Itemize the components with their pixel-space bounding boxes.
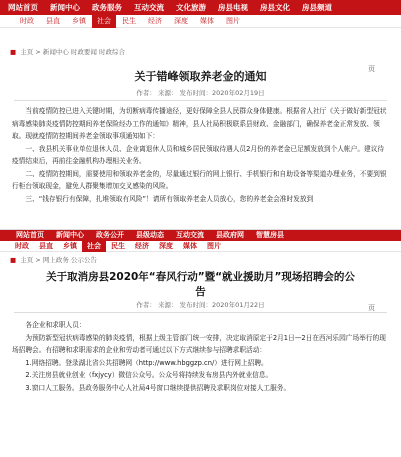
breadcrumb-text[interactable]: 主页 > 新闻中心 时政要闻 时政综合 — [20, 48, 125, 56]
sub-nav-item[interactable]: 经济 — [135, 241, 149, 250]
sub-nav-item[interactable]: 县直 — [46, 16, 60, 25]
nav-item[interactable]: 房县频道 — [302, 3, 332, 12]
sub-nav-item[interactable]: 民生 — [111, 241, 125, 250]
page-button[interactable]: 页 — [368, 304, 375, 312]
article-body — [0, 319, 401, 394]
nav-item[interactable]: 房县文化 — [260, 3, 290, 12]
paragraph: 当前疫情防控已进入关键时期，为切断病毒传播途径，更好保障全县人民群众身体健康。根据省人社厅《关于做好新型冠状病毒感染肺炎疫情防控期间养老保险经办工作的通知》精神，县人社局积极联系县财政、金融部门，确保养老金正常发放、领取。现就疫情防控期间养老金领取事项通知如下： — [12, 107, 387, 140]
sub-nav — [0, 241, 401, 252]
sub-nav-item[interactable]: 县直 — [39, 241, 53, 250]
article-body — [0, 105, 401, 205]
paragraph: 二、疫情防控期间，需要使用和领取养老金的，尽量通过银行的网上银行、手机银行和自助设备等渠道办理业务，不要到银行柜台领取现金，避免人群聚集增加交叉感染的风险。 — [12, 169, 387, 190]
nav-item[interactable]: 政务服务 — [92, 3, 122, 12]
sub-nav-item-active[interactable]: 社会 — [92, 15, 116, 28]
sub-nav-item[interactable]: 时政 — [20, 16, 34, 25]
nav-item[interactable]: 智慧房县 — [256, 231, 284, 239]
nav-item[interactable]: 房县电视 — [218, 3, 248, 12]
nav-item[interactable]: 县政府网 — [216, 231, 244, 239]
article-title: 关于取消房县2020年“春风行动”暨“就业援助月”现场招聘会的公 — [46, 271, 355, 283]
page-button[interactable]: 页 — [368, 65, 375, 73]
article-meta: 作者： 来源： 发布时间：2020年02月19日 — [14, 86, 387, 101]
breadcrumb — [0, 254, 401, 266]
home-icon: ■ — [10, 48, 17, 56]
sub-nav — [0, 15, 401, 28]
nav-item[interactable]: 网站首页 — [16, 231, 44, 239]
article-title-continued: 告 — [195, 286, 206, 298]
paragraph: 3.窗口人工服务。县政务服务中心人社局4号窗口继续提供招聘及求职岗位对接人工服务。 — [25, 383, 291, 392]
nav-item[interactable]: 政务公开 — [96, 231, 124, 239]
sub-nav-item[interactable]: 媒体 — [200, 16, 214, 25]
paragraph: 各企业和求职人员： — [25, 321, 86, 329]
nav-item[interactable]: 互动交流 — [176, 231, 204, 239]
nav-item[interactable]: 新闻中心 — [56, 231, 84, 239]
article-title: 关于错峰领取养老金的通知 — [134, 70, 267, 83]
sub-nav-item[interactable]: 经济 — [148, 16, 162, 25]
sub-nav-item[interactable]: 深度 — [174, 16, 188, 25]
breadcrumb-text[interactable]: 主页 > 网上政务 公示公告 — [20, 256, 97, 264]
main-nav — [0, 0, 401, 15]
nav-item[interactable]: 新闻中心 — [50, 3, 80, 12]
sub-nav-item-active[interactable]: 社会 — [82, 241, 106, 252]
article-meta: 作者： 来源： 发布时间：2020年01月22日 — [14, 299, 387, 313]
paragraph: 1.网络招聘。登录湖北省公共招聘网（http://www.hbggzp.cn/）进行网上招聘。 — [25, 358, 268, 367]
main-nav — [0, 230, 401, 241]
sub-nav-item[interactable]: 图片 — [226, 16, 240, 25]
paragraph: 为预防新型冠状病毒感染的肺炎疫情，根据上级主管部门统一安排，决定取消原定于2月1日—2日在西河乐园广场举行的现场招聘会。有招聘和求职需求的企业和劳动者可通过以下方式继续参与招聘求职活动： — [12, 333, 386, 354]
nav-item[interactable]: 县级动态 — [136, 231, 164, 239]
breadcrumb — [0, 46, 401, 58]
sub-nav-item[interactable]: 民生 — [122, 16, 136, 25]
nav-item[interactable]: 互动交流 — [134, 3, 164, 12]
sub-nav-item[interactable]: 时政 — [15, 241, 29, 250]
sub-nav-item[interactable]: 深度 — [159, 241, 173, 250]
nav-item[interactable]: 文化旅游 — [176, 3, 206, 12]
notice-panel-job-fair — [0, 229, 401, 457]
paragraph: 一、我县机关事业单位退休人员、企业离退休人员和城乡居民领取待遇人员2月份的养老金已足额发放到个人帐户。建议待疫情结束后，再前往金融机构办理相关业务。 — [12, 144, 385, 165]
home-icon: ■ — [10, 256, 17, 264]
paragraph: 2.关注房县就业创业（fxjycy）微信公众号。公众号将持续发布房县内外就业信息。 — [25, 371, 273, 379]
sub-nav-item[interactable]: 图片 — [207, 241, 221, 250]
paragraph: 三、“钱存银行有保障，扎堆领取有风险”！请所有领取养老金人员放心，您的养老金会准时发放到 — [25, 194, 314, 203]
sub-nav-item[interactable]: 媒体 — [183, 241, 197, 250]
sub-nav-item[interactable]: 乡镇 — [63, 241, 77, 250]
sub-nav-item[interactable]: 乡镇 — [72, 16, 86, 25]
nav-item[interactable]: 网站首页 — [8, 3, 38, 12]
